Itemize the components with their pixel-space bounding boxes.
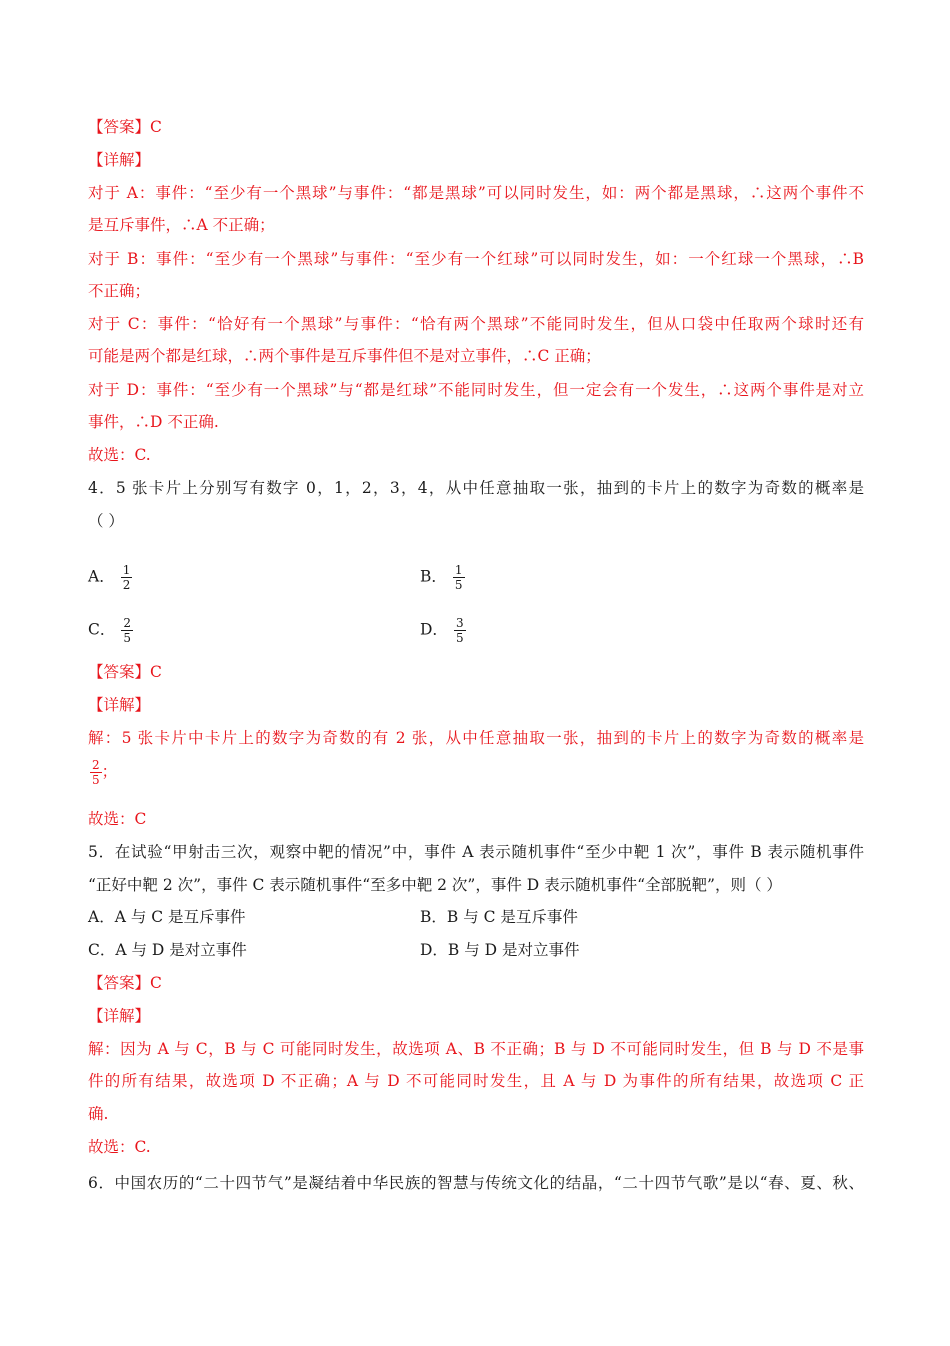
q4-option-c-label: C． (88, 620, 116, 639)
q4-solution-denominator: 5 (92, 773, 100, 787)
q4-option-a-label: A． (88, 567, 115, 586)
q5-answer: 【答案】C (88, 974, 162, 992)
q3-answer: 【答案】C (88, 118, 162, 136)
q4-option-a-numerator: 1 (122, 563, 131, 577)
q4-answer: 【答案】C (88, 663, 162, 681)
q5-solution-line3: 确. (88, 1105, 109, 1123)
q3-explain-b-line1: 对于 B：事件：“至少有一个黑球”与事件：“至少有一个红球”可以同时发生，如：一个红球一个黑球，∴B (88, 250, 864, 268)
q3-explain-d-line2: 事件，∴D 不正确. (88, 413, 219, 431)
q5-option-a: A．A 与 C 是互斥事件 (88, 908, 246, 926)
q4-stem-line1: 4．5 张卡片上分别写有数字 0，1，2，3，4，从中任意抽取一张，抽到的卡片上的数字为奇数的概率是 (88, 479, 864, 497)
q4-option-c (88, 616, 133, 645)
q3-choose: 故选：C. (88, 446, 151, 464)
q5-stem-line1: 5．在试验“甲射击三次，观察中靶的情况”中，事件 A 表示随机事件“至少中靶 1 次”，事件 B 表示随机事件 (88, 843, 864, 861)
q4-option-a-fraction (121, 563, 133, 592)
q3-explain-c-line2: 可能是两个都是红球，∴两个事件是互斥事件但不是对立事件，∴C 正确； (88, 347, 601, 365)
q5-detail-heading: 【详解】 (88, 1007, 151, 1025)
q4-option-b (420, 563, 465, 592)
q4-solution-numerator: 2 (92, 758, 100, 772)
q4-solution-fraction-line (84, 758, 117, 787)
q4-option-b-fraction (453, 563, 465, 592)
q4-solution-line1: 解：5 张卡片中卡片上的数字为奇数的有 2 张，从中任意抽取一张，抽到的卡片上的数字为奇数的概率是 (88, 729, 864, 747)
q4-option-c-numerator: 2 (123, 616, 132, 630)
q6-stem-line1: 6．中国农历的“二十四节气”是凝结着中华民族的智慧与传统文化的结晶，“二十四节气歌”是以“春、夏、秋、 (88, 1174, 864, 1192)
q3-explain-b-line2: 不正确； (88, 282, 151, 300)
q5-solution-line1: 解：因为 A 与 C，B 与 C 可能同时发生，故选项 A、B 不正确；B 与 D 不可能同时发生，但 B 与 D 不是事 (88, 1040, 864, 1058)
q4-option-d-label: D． (420, 620, 448, 639)
q3-explain-d-line1: 对于 D：事件：“至少有一个黑球”与“都是红球”不能同时发生，但一定会有一个发生，∴这两个事件是对立 (88, 381, 864, 399)
q3-explain-a-line2: 是互斥事件，∴A 不正确； (88, 216, 275, 234)
q5-solution-line2: 件的所有结果，故选项 D 不正确；A 与 D 不可能同时发生，且 A 与 D 为事件的所有结果，故选项 C 正 (88, 1072, 864, 1090)
q4-stem-line2: （ ） (88, 512, 124, 530)
q3-explain-c-line1: 对于 C：事件：“恰好有一个黑球”与事件：“恰有两个黑球”不能同时发生，但从口袋中任取两个球时还有 (88, 315, 864, 333)
q4-option-b-label: B． (420, 567, 447, 586)
q5-option-d: D．B 与 D 是对立事件 (420, 941, 580, 959)
q5-choose: 故选：C. (88, 1138, 151, 1156)
q4-option-c-fraction (121, 616, 133, 645)
q3-detail-heading: 【详解】 (88, 151, 151, 169)
q4-option-d (420, 616, 466, 645)
q4-option-d-denominator: 5 (455, 631, 464, 645)
q4-option-c-denominator: 5 (123, 631, 132, 645)
q4-option-d-fraction (454, 616, 466, 645)
q4-option-b-numerator: 1 (454, 563, 463, 577)
q4-option-a-denominator: 2 (122, 578, 131, 592)
q5-stem-line2: “正好中靶 2 次”，事件 C 表示随机事件“至多中靶 2 次”，事件 D 表示随机事件“全部脱靶”，则（ ） (88, 876, 782, 894)
q5-option-c: C．A 与 D 是对立事件 (88, 941, 247, 959)
q4-detail-heading: 【详解】 (88, 696, 151, 714)
q4-solution-fraction (90, 758, 102, 787)
q4-solution-end: ； (101, 762, 118, 781)
q3-explain-a-line1: 对于 A：事件：“至少有一个黑球”与事件：“都是黑球”可以同时发生，如：两个都是黑球，∴这两个事件不 (88, 184, 864, 202)
q4-option-d-numerator: 3 (455, 616, 464, 630)
q4-option-b-denominator: 5 (454, 578, 463, 592)
q5-option-b: B．B 与 C 是互斥事件 (420, 908, 578, 926)
q4-choose: 故选：C (88, 810, 147, 828)
q4-option-a (88, 563, 132, 592)
